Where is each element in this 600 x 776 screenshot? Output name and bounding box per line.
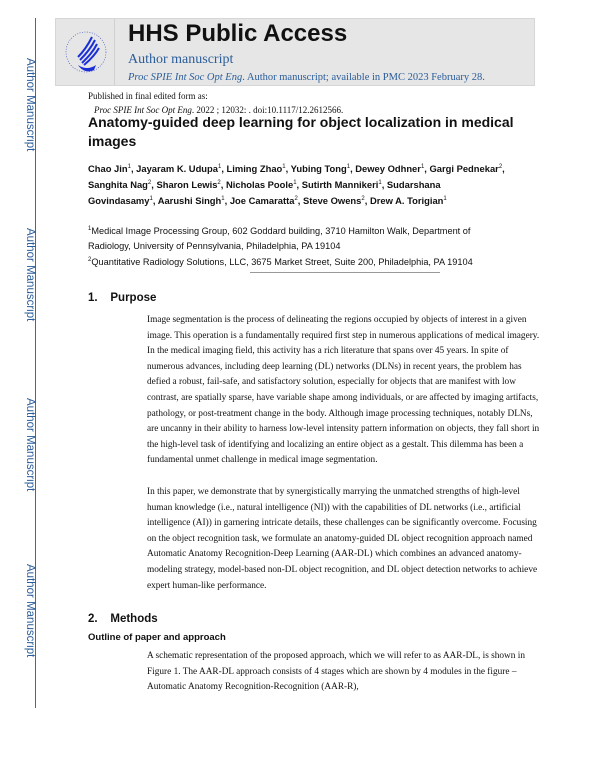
author-name: Nicholas Poole (225, 179, 294, 191)
side-label: Author Manuscript (24, 58, 36, 152)
affiliation-rule (250, 272, 440, 273)
author: Steve Owens$^2$, (303, 195, 370, 207)
author: Gargi Pednekar$^2$, (429, 163, 505, 175)
author: Liming Zhao$^1$, (226, 163, 291, 175)
author-name: Joe Camaratta (229, 195, 295, 207)
author: Nicholas Poole$^1$, (225, 179, 302, 191)
author-affiliation: 1 (282, 164, 286, 170)
affiliation-text: Quantitative Radiology Solutions, LLC, 3675 Market Street, Suite 200, Philadelphia, PA 19104 (91, 257, 473, 268)
author-affiliation: 1 (443, 196, 447, 203)
author-affiliation: 1 (221, 196, 225, 203)
author-name: Gargi Pednekar (429, 163, 499, 175)
author: Yubing Tong$^1$, (290, 163, 356, 175)
subsection-heading: Outline of paper and approach (88, 632, 226, 643)
author-name: Aarushi Singh (157, 195, 222, 207)
section-heading-purpose: 1. Purpose (88, 292, 157, 304)
author-affiliation: 1 (420, 164, 425, 170)
affiliation-text: Medical Image Processing Group, 602 Goddard building, 3710 Hamilton Walk, Department of Radiology, University of Pennsylvania, Philadelphia, PA 19104 (88, 226, 471, 252)
published-label: Published in final edited form as: (88, 91, 208, 101)
author (370, 195, 447, 206)
author: Sharon Lewis$^2$, (156, 179, 226, 191)
paragraph: Image segmentation is the process of delineating the regions occupied by objects of interest in a given image. This operation is a fundamentally required first step in numerous applications of medical imagery. In the medical imaging field, this activity has a rich literature that spans over 45 years. In spite of numerous advances, including deep learning (DL) networks (DLNs) in recent years, the problem has defied a robust, fail-safe, and satisfactory solution, especially for objects that are manifest with low contrast, are spatially sparse, have variable shape among individuals, or are affected by imaging artifacts, pathology, or post-treatment change in the body. Although image processing techniques, notably DLNs, are uncanny in their ability to harness low-level intensity pattern information on objects, they fall short in the high-level task of identifying and localizing an entire object as a gestalt. This dilemma has been a fundamental unmet challenge in medical image segmentation. (147, 315, 540, 466)
author-affiliation: 1 (127, 164, 131, 170)
author: Sutirth Mannikeri$^1$, (301, 179, 387, 191)
author: Sudarshana Govindasamy$^1$, (88, 179, 441, 207)
author-affiliation: 2 (147, 180, 152, 187)
author-affiliation: 2 (294, 196, 298, 203)
header-title: HHS Public Access (128, 20, 348, 47)
paragraph: In this paper, we demonstrate that by synergistically marrying the unmatched strengths of high-level human knowledge (i.e., natural intelligence (NI)) with the capabilities of DL networks (i.e., artificial intelligence (AI)) in garnering intricate details, these challenges can be significantly overcome. Focusing on the object recognition task, we formulate an anatomy-guided DL object recognition approach named Automatic Anatomy Recognition-Deep Learning (AAR-DL) which combines an advanced anatomy-modeling strategy, model-based non-DL object recognition, and DL object detection networks to achieve expert human-like performance. (147, 487, 538, 591)
published-citation[interactable]: . 2022 ; 12032: . doi:10.1117/12.2612566. (191, 105, 344, 115)
author-list (88, 160, 508, 208)
affiliation-2 (88, 253, 508, 270)
side-label: Author Manuscript (24, 398, 36, 492)
author-name: Steve Owens (303, 195, 362, 207)
author: Sanghita Nag$^2$, (88, 179, 157, 191)
author: Aarushi Singh$^1$, (157, 195, 230, 207)
author: Dewey Odhner$^1$, (355, 163, 430, 175)
header-subtitle: Author manuscript (128, 52, 234, 67)
paper-title: Anatomy-guided deep learning for object localization in medical images (88, 114, 514, 149)
header-divider (114, 19, 115, 85)
author-name: Sudarshana Govindasamy (88, 179, 441, 207)
published-journal: Proc SPIE Int Soc Opt Eng (94, 105, 192, 115)
affiliation-1 (88, 222, 508, 254)
author-affiliation: 2 (498, 164, 503, 170)
author-affiliation: 1 (149, 196, 153, 203)
paragraph: A schematic representation of the proposed approach, which we will refer to as AAR-DL, is shown in Figure 1. The AAR-DL approach consists of 4 stages which are shown by 4 modules in the figure – Automatic Anatomy Recognition-Recognition (AAR-R), (147, 651, 525, 693)
affiliation-number: 1 (88, 226, 92, 232)
author-affiliation: 1 (346, 164, 351, 170)
author-affiliation: 1 (378, 180, 382, 187)
hhs-header (55, 18, 535, 86)
availability-text: . Author manuscript; available in PMC 2023 February 28. (242, 72, 485, 83)
author: Jayaram K. Udupa$^1$, (136, 163, 227, 175)
author-name: Drew A. Torigian (369, 195, 444, 207)
author-name: Sharon Lewis (156, 179, 218, 191)
header-availability (128, 72, 485, 83)
author-name: Jayaram K. Udupa (136, 163, 218, 175)
author-name: Sanghita Nag (88, 179, 148, 191)
author-name: Yubing Tong (290, 163, 347, 175)
author-name: Dewey Odhner (355, 163, 421, 175)
journal-name[interactable]: Proc SPIE Int Soc Opt Eng (128, 72, 243, 83)
author-name: Liming Zhao (226, 163, 283, 175)
affiliation-number: 2 (88, 257, 92, 263)
hhs-eagle-logo-icon (64, 25, 108, 79)
author-name: Chao Jin (88, 163, 128, 175)
author: Chao Jin$^1$, (88, 163, 137, 175)
side-label: Author Manuscript (24, 564, 36, 658)
author-affiliation: 1 (293, 180, 297, 187)
author-affiliation: 1 (217, 164, 222, 170)
side-label: Author Manuscript (24, 228, 36, 322)
author: Joe Camaratta$^2$, (229, 195, 303, 207)
author-affiliation: 2 (217, 180, 221, 187)
author-affiliation: 2 (361, 196, 365, 203)
author-name: Sutirth Mannikeri (301, 179, 379, 191)
section-heading-methods: 2. Methods (88, 613, 158, 625)
